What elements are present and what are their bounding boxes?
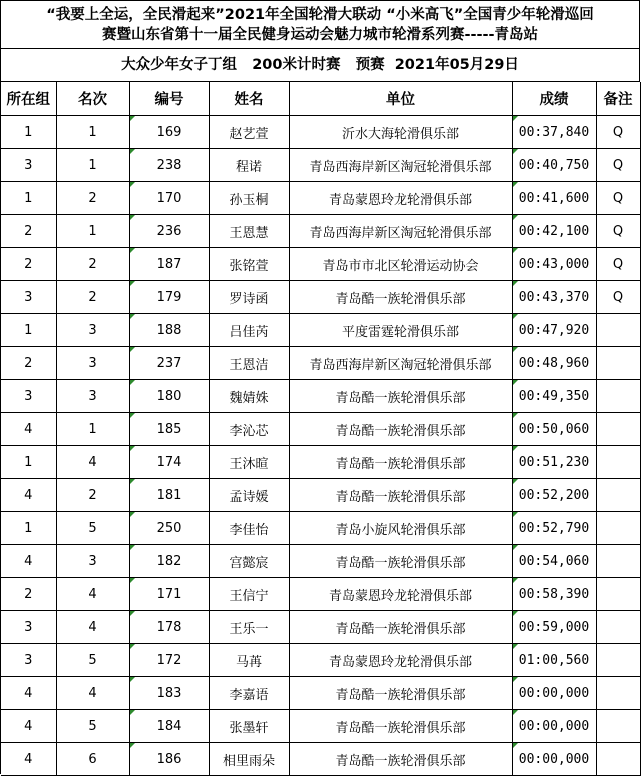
cell-rank: 2 [56,182,129,215]
cell-unit: 青岛酷一族轮滑俱乐部 [289,545,512,578]
cell-group: 1 [1,446,56,479]
cell-number: 183 [129,677,209,710]
cell-group: 4 [1,545,56,578]
cell-group: 4 [1,710,56,743]
cell-name: 王恩洁 [209,347,289,380]
title-line-2: 赛暨山东省第十一届全民健身运动会魅力城市轮滑系列赛-----青岛站 [101,27,539,43]
cell-note: Q [596,248,640,281]
cell-result: 00:41,600 [512,182,596,215]
cell-note [596,314,640,347]
cell-group: 1 [1,512,56,545]
cell-number: 186 [129,743,209,776]
cell-unit: 青岛西海岸新区淘冠轮滑俱乐部 [289,149,512,182]
cell-rank: 2 [56,281,129,314]
table-row [1,149,640,182]
table-row [1,479,640,512]
cell-name: 李佳怡 [209,512,289,545]
cell-unit: 青岛蒙恩玲龙轮滑俱乐部 [289,644,512,677]
cell-name: 吕佳芮 [209,314,289,347]
cell-result: 00:00,000 [512,743,596,776]
cell-group: 2 [1,248,56,281]
cell-result: 00:47,920 [512,314,596,347]
table-row [1,644,640,677]
cell-unit: 青岛酷一族轮滑俱乐部 [289,743,512,776]
cell-note [596,710,640,743]
cell-number: 172 [129,644,209,677]
cell-number: 237 [129,347,209,380]
cell-result: 01:00,560 [512,644,596,677]
header-name: 姓名 [209,82,289,116]
table-row [1,413,640,446]
cell-group: 1 [1,182,56,215]
cell-result: 00:00,000 [512,677,596,710]
cell-note [596,677,640,710]
cell-name: 王信宁 [209,578,289,611]
cell-note [596,743,640,776]
cell-name: 王乐一 [209,611,289,644]
cell-note [596,413,640,446]
cell-group: 3 [1,380,56,413]
cell-name: 王恩慧 [209,215,289,248]
cell-name: 王沐暄 [209,446,289,479]
cell-number: 184 [129,710,209,743]
page-title [1,1,640,49]
cell-number: 174 [129,446,209,479]
cell-note [596,545,640,578]
cell-note [596,578,640,611]
cell-note: Q [596,281,640,314]
cell-group: 3 [1,644,56,677]
cell-number: 171 [129,578,209,611]
cell-rank: 4 [56,578,129,611]
cell-result: 00:50,060 [512,413,596,446]
table-row [1,314,640,347]
cell-group: 2 [1,215,56,248]
table-row [1,116,640,149]
cell-result: 00:58,390 [512,578,596,611]
cell-rank: 4 [56,677,129,710]
cell-number: 182 [129,545,209,578]
table-row [1,182,640,215]
cell-rank: 5 [56,710,129,743]
cell-result: 00:43,370 [512,281,596,314]
cell-group: 4 [1,677,56,710]
cell-unit: 青岛蒙恩玲龙轮滑俱乐部 [289,182,512,215]
table-row [1,545,640,578]
table-row [1,215,640,248]
cell-result: 00:37,840 [512,116,596,149]
event-subtitle: 大众少年女子丁组 200米计时赛 预赛 2021年05月29日 [1,49,640,82]
cell-rank: 2 [56,248,129,281]
header-result: 成绩 [512,82,596,116]
cell-unit: 青岛西海岸新区淘冠轮滑俱乐部 [289,347,512,380]
cell-unit: 青岛酷一族轮滑俱乐部 [289,677,512,710]
cell-name: 魏婧姝 [209,380,289,413]
cell-note [596,512,640,545]
header-number: 编号 [129,82,209,116]
cell-rank: 1 [56,215,129,248]
cell-group: 2 [1,347,56,380]
cell-rank: 1 [56,149,129,182]
cell-result: 00:43,000 [512,248,596,281]
cell-number: 250 [129,512,209,545]
table-row [1,446,640,479]
cell-group: 1 [1,116,56,149]
cell-note [596,479,640,512]
cell-name: 张墨轩 [209,710,289,743]
cell-number: 180 [129,380,209,413]
cell-group: 4 [1,413,56,446]
cell-number: 238 [129,149,209,182]
table-row [1,347,640,380]
cell-note [596,611,640,644]
cell-rank: 5 [56,644,129,677]
cell-unit: 青岛酷一族轮滑俱乐部 [289,380,512,413]
cell-unit: 青岛酷一族轮滑俱乐部 [289,413,512,446]
table-row [1,611,640,644]
cell-note: Q [596,116,640,149]
cell-group: 3 [1,281,56,314]
cell-unit: 青岛酷一族轮滑俱乐部 [289,281,512,314]
cell-unit: 青岛酷一族轮滑俱乐部 [289,710,512,743]
cell-name: 张铭萱 [209,248,289,281]
header-note: 备注 [596,82,640,116]
cell-result: 00:49,350 [512,380,596,413]
cell-group: 1 [1,314,56,347]
cell-name: 罗诗函 [209,281,289,314]
cell-unit: 青岛酷一族轮滑俱乐部 [289,479,512,512]
cell-unit: 青岛小旋风轮滑俱乐部 [289,512,512,545]
cell-unit: 青岛酷一族轮滑俱乐部 [289,611,512,644]
cell-note: Q [596,149,640,182]
cell-number: 169 [129,116,209,149]
cell-rank: 3 [56,347,129,380]
cell-note [596,446,640,479]
cell-rank: 1 [56,116,129,149]
table-row [1,380,640,413]
cell-result: 00:59,000 [512,611,596,644]
table-row [1,578,640,611]
cell-name: 程诺 [209,149,289,182]
cell-number: 179 [129,281,209,314]
cell-number: 170 [129,182,209,215]
cell-group: 4 [1,479,56,512]
cell-result: 00:52,790 [512,512,596,545]
cell-name: 李沁芯 [209,413,289,446]
cell-result: 00:54,060 [512,545,596,578]
cell-unit: 青岛蒙恩玲龙轮滑俱乐部 [289,578,512,611]
table-row [1,248,640,281]
cell-group: 4 [1,743,56,776]
title-line-1: “我要上全运，全民滑起来”2021年全国轮滑大联动 “小米高飞”全国青少年轮滑巡回 [46,7,594,23]
cell-note [596,644,640,677]
table-row [1,710,640,743]
cell-number: 185 [129,413,209,446]
cell-name: 相里雨朵 [209,743,289,776]
table-header-row [1,82,640,116]
cell-name: 马苒 [209,644,289,677]
table-row [1,512,640,545]
header-rank: 名次 [56,82,129,116]
cell-name: 孙玉桐 [209,182,289,215]
cell-note: Q [596,182,640,215]
cell-result: 00:51,230 [512,446,596,479]
header-unit: 单位 [289,82,512,116]
cell-result: 00:00,000 [512,710,596,743]
cell-result: 00:52,200 [512,479,596,512]
cell-rank: 4 [56,446,129,479]
cell-number: 187 [129,248,209,281]
cell-name: 宫懿宸 [209,545,289,578]
cell-unit: 青岛酷一族轮滑俱乐部 [289,446,512,479]
results-table [1,82,641,776]
cell-result: 00:42,100 [512,215,596,248]
cell-number: 178 [129,611,209,644]
cell-note: Q [596,215,640,248]
cell-rank: 3 [56,545,129,578]
cell-rank: 1 [56,413,129,446]
header-group: 所在组 [1,82,56,116]
cell-name: 李嘉语 [209,677,289,710]
cell-rank: 3 [56,314,129,347]
cell-unit: 平度雷霆轮滑俱乐部 [289,314,512,347]
cell-unit: 沂水大海轮滑俱乐部 [289,116,512,149]
cell-result: 00:40,750 [512,149,596,182]
cell-number: 236 [129,215,209,248]
cell-unit: 青岛市市北区轮滑运动协会 [289,248,512,281]
cell-name: 孟诗媛 [209,479,289,512]
cell-number: 188 [129,314,209,347]
cell-rank: 5 [56,512,129,545]
cell-rank: 2 [56,479,129,512]
cell-group: 2 [1,578,56,611]
cell-number: 181 [129,479,209,512]
cell-rank: 4 [56,611,129,644]
cell-note [596,380,640,413]
cell-group: 3 [1,149,56,182]
table-row [1,677,640,710]
cell-rank: 3 [56,380,129,413]
cell-note [596,347,640,380]
table-row [1,281,640,314]
cell-unit: 青岛西海岸新区淘冠轮滑俱乐部 [289,215,512,248]
cell-name: 赵艺萱 [209,116,289,149]
cell-group: 3 [1,611,56,644]
cell-rank: 6 [56,743,129,776]
cell-result: 00:48,960 [512,347,596,380]
table-row [1,743,640,776]
